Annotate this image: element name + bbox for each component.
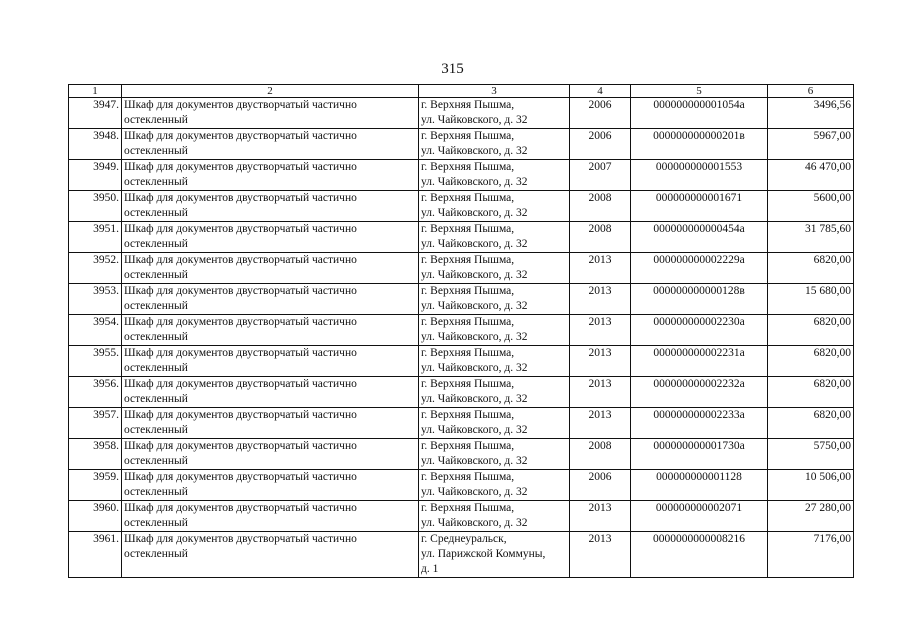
inventory-number: 000000000002071 [631, 501, 768, 532]
address-line: ул. Чайковского, д. 32 [421, 269, 528, 281]
address-line: ул. Чайковского, д. 32 [421, 455, 528, 467]
row-number: 3961. [69, 532, 122, 578]
item-name-line: остекленный [124, 455, 188, 467]
address-line: ул. Чайковского, д. 32 [421, 362, 528, 374]
table-row [69, 191, 854, 222]
item-name-line: остекленный [124, 114, 188, 126]
item-cost: 6820,00 [768, 253, 854, 284]
row-number: 3948. [69, 129, 122, 160]
property-registry-table [68, 84, 854, 578]
item-name [122, 253, 419, 284]
item-year: 2013 [570, 532, 631, 578]
column-number-row [69, 85, 854, 98]
inventory-number: 000000000002229а [631, 253, 768, 284]
inventory-number: 000000000002232а [631, 377, 768, 408]
item-cost: 6820,00 [768, 346, 854, 377]
row-number: 3953. [69, 284, 122, 315]
inventory-number: 000000000000454а [631, 222, 768, 253]
item-name-line: Шкаф для документов двустворчатый частично [124, 347, 357, 359]
item-name [122, 346, 419, 377]
item-address [419, 98, 570, 129]
address-line: ул. Чайковского, д. 32 [421, 207, 528, 219]
item-name [122, 315, 419, 346]
item-name [122, 129, 419, 160]
table-row [69, 98, 854, 129]
row-number: 3947. [69, 98, 122, 129]
item-cost: 31 785,60 [768, 222, 854, 253]
item-name-line: Шкаф для документов двустворчатый частично [124, 533, 357, 545]
address-line: ул. Чайковского, д. 32 [421, 393, 528, 405]
inventory-number: 000000000001671 [631, 191, 768, 222]
item-name-line: остекленный [124, 207, 188, 219]
row-number: 3959. [69, 470, 122, 501]
row-number: 3958. [69, 439, 122, 470]
address-line: ул. Чайковского, д. 32 [421, 300, 528, 312]
address-line: д. 1 [421, 563, 439, 575]
item-name-line: Шкаф для документов двустворчатый частично [124, 502, 357, 514]
table-row [69, 439, 854, 470]
inventory-number: 000000000002231а [631, 346, 768, 377]
item-name-line: остекленный [124, 362, 188, 374]
item-name-line: Шкаф для документов двустворчатый частично [124, 130, 357, 142]
item-name-line: остекленный [124, 548, 188, 560]
item-cost: 15 680,00 [768, 284, 854, 315]
item-name [122, 191, 419, 222]
item-name-line: остекленный [124, 300, 188, 312]
address-line: г. Верхняя Пышма, [421, 99, 515, 111]
table-row [69, 346, 854, 377]
item-name [122, 222, 419, 253]
address-line: г. Среднеуральск, [421, 533, 507, 545]
address-line: г. Верхняя Пышма, [421, 471, 515, 483]
item-cost: 10 506,00 [768, 470, 854, 501]
item-cost: 3496,56 [768, 98, 854, 129]
item-name-line: остекленный [124, 424, 188, 436]
address-line: г. Верхняя Пышма, [421, 130, 515, 142]
item-name [122, 439, 419, 470]
item-name-line: остекленный [124, 393, 188, 405]
table-row [69, 222, 854, 253]
table-row [69, 284, 854, 315]
item-name-line: Шкаф для документов двустворчатый частично [124, 316, 357, 328]
item-name-line: остекленный [124, 145, 188, 157]
item-address [419, 501, 570, 532]
item-name-line: Шкаф для документов двустворчатый частично [124, 161, 357, 173]
inventory-number: 000000000000128в [631, 284, 768, 315]
inventory-number: 000000000002233а [631, 408, 768, 439]
address-line: ул. Чайковского, д. 32 [421, 145, 528, 157]
item-cost: 6820,00 [768, 315, 854, 346]
item-name-line: Шкаф для документов двустворчатый частично [124, 192, 357, 204]
item-year: 2013 [570, 501, 631, 532]
item-year: 2008 [570, 222, 631, 253]
row-number: 3955. [69, 346, 122, 377]
column-header-4: 4 [570, 85, 631, 98]
table-row [69, 377, 854, 408]
item-year: 2007 [570, 160, 631, 191]
table-row [69, 315, 854, 346]
item-name-line: Шкаф для документов двустворчатый частично [124, 254, 357, 266]
row-number: 3957. [69, 408, 122, 439]
item-year: 2008 [570, 439, 631, 470]
column-header-2: 2 [122, 85, 419, 98]
address-line: ул. Чайковского, д. 32 [421, 114, 528, 126]
table-row [69, 501, 854, 532]
address-line: ул. Чайковского, д. 32 [421, 517, 528, 529]
item-name-line: Шкаф для документов двустворчатый частично [124, 440, 357, 452]
item-name-line: Шкаф для документов двустворчатый частично [124, 223, 357, 235]
address-line: г. Верхняя Пышма, [421, 161, 515, 173]
address-line: г. Верхняя Пышма, [421, 285, 515, 297]
table-row [69, 160, 854, 191]
item-address [419, 222, 570, 253]
item-year: 2006 [570, 98, 631, 129]
item-address [419, 284, 570, 315]
item-name [122, 160, 419, 191]
item-cost: 6820,00 [768, 377, 854, 408]
item-cost: 27 280,00 [768, 501, 854, 532]
item-name-line: остекленный [124, 238, 188, 250]
inventory-number: 000000000001553 [631, 160, 768, 191]
item-name-line: остекленный [124, 331, 188, 343]
address-line: ул. Чайковского, д. 32 [421, 486, 528, 498]
item-cost: 6820,00 [768, 408, 854, 439]
item-name-line: остекленный [124, 517, 188, 529]
item-name-line: остекленный [124, 269, 188, 281]
item-name [122, 284, 419, 315]
item-year: 2013 [570, 408, 631, 439]
address-line: ул. Чайковского, д. 32 [421, 424, 528, 436]
row-number: 3952. [69, 253, 122, 284]
item-year: 2013 [570, 346, 631, 377]
address-line: ул. Чайковского, д. 32 [421, 176, 528, 188]
item-cost: 5967,00 [768, 129, 854, 160]
inventory-number: 000000000001128 [631, 470, 768, 501]
inventory-number: 000000000001054а [631, 98, 768, 129]
table-row [69, 129, 854, 160]
item-name [122, 532, 419, 578]
row-number: 3956. [69, 377, 122, 408]
address-line: г. Верхняя Пышма, [421, 254, 515, 266]
item-year: 2013 [570, 253, 631, 284]
item-address [419, 191, 570, 222]
row-number: 3960. [69, 501, 122, 532]
table-row [69, 470, 854, 501]
item-address [419, 470, 570, 501]
item-name [122, 98, 419, 129]
inventory-number: 0000000000008216 [631, 532, 768, 578]
row-number: 3951. [69, 222, 122, 253]
item-name-line: остекленный [124, 176, 188, 188]
page-number: 315 [441, 61, 464, 77]
item-year: 2013 [570, 377, 631, 408]
inventory-number: 000000000002230а [631, 315, 768, 346]
item-address [419, 532, 570, 578]
item-year: 2008 [570, 191, 631, 222]
column-header-1: 1 [69, 85, 122, 98]
item-address [419, 439, 570, 470]
item-address [419, 253, 570, 284]
item-name-line: остекленный [124, 486, 188, 498]
item-year: 2006 [570, 470, 631, 501]
table-row [69, 532, 854, 578]
item-name-line: Шкаф для документов двустворчатый частично [124, 409, 357, 421]
inventory-number: 000000000001730а [631, 439, 768, 470]
item-address [419, 408, 570, 439]
column-header-3: 3 [419, 85, 570, 98]
item-name-line: Шкаф для документов двустворчатый частично [124, 471, 357, 483]
address-line: г. Верхняя Пышма, [421, 316, 515, 328]
item-name-line: Шкаф для документов двустворчатый частично [124, 285, 357, 297]
item-address [419, 129, 570, 160]
address-line: г. Верхняя Пышма, [421, 440, 515, 452]
item-address [419, 160, 570, 191]
table-row [69, 253, 854, 284]
item-name [122, 408, 419, 439]
item-cost: 5750,00 [768, 439, 854, 470]
address-line: ул. Парижской Коммуны, [421, 548, 546, 560]
address-line: г. Верхняя Пышма, [421, 409, 515, 421]
address-line: г. Верхняя Пышма, [421, 192, 515, 204]
address-line: ул. Чайковского, д. 32 [421, 238, 528, 250]
item-cost: 7176,00 [768, 532, 854, 578]
table-row [69, 408, 854, 439]
column-header-6: 6 [768, 85, 854, 98]
address-line: ул. Чайковского, д. 32 [421, 331, 528, 343]
row-number: 3954. [69, 315, 122, 346]
item-name [122, 501, 419, 532]
item-name [122, 377, 419, 408]
address-line: г. Верхняя Пышма, [421, 502, 515, 514]
row-number: 3949. [69, 160, 122, 191]
item-name-line: Шкаф для документов двустворчатый частично [124, 99, 357, 111]
row-number: 3950. [69, 191, 122, 222]
address-line: г. Верхняя Пышма, [421, 223, 515, 235]
item-year: 2013 [570, 315, 631, 346]
column-header-5: 5 [631, 85, 768, 98]
address-line: г. Верхняя Пышма, [421, 347, 515, 359]
item-address [419, 377, 570, 408]
item-year: 2013 [570, 284, 631, 315]
table-body [69, 98, 854, 578]
item-address [419, 315, 570, 346]
item-cost: 5600,00 [768, 191, 854, 222]
item-address [419, 346, 570, 377]
address-line: г. Верхняя Пышма, [421, 378, 515, 390]
item-cost: 46 470,00 [768, 160, 854, 191]
item-year: 2006 [570, 129, 631, 160]
item-name-line: Шкаф для документов двустворчатый частично [124, 378, 357, 390]
inventory-number: 000000000000201в [631, 129, 768, 160]
item-name [122, 470, 419, 501]
